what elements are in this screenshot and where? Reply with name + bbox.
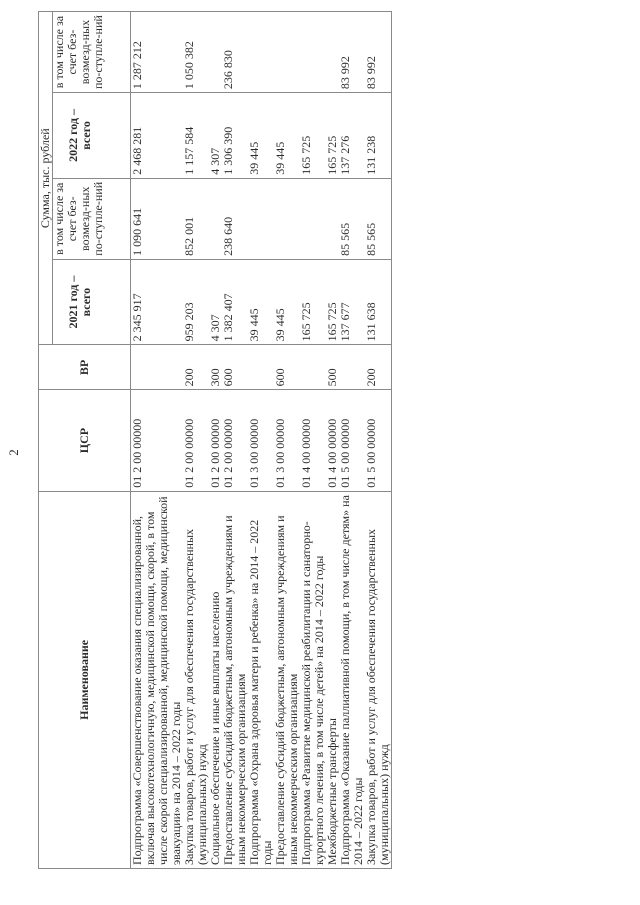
table-row [365,12,392,869]
cell-y2022-free: 83 992 [339,12,365,93]
header-sum-group: Сумма, тыс. рублей [39,12,53,345]
table-row [248,12,274,869]
table-row [339,12,365,869]
cell-y2021-free: 85 565 [365,178,392,259]
cell-vr [300,345,326,390]
cell-y2021-total: 4 307 [209,259,222,345]
cell-vr [131,345,184,390]
cell-y2022-total: 39 445 [248,93,274,179]
cell-y2021-total: 137 677 [339,259,365,345]
cell-csr: 01 4 00 00000 [300,390,326,491]
cell-name: Социальное обеспечение и иные выплаты населению [209,491,222,868]
cell-y2022-total: 165 725 [326,93,339,179]
cell-vr: 300 [209,345,222,390]
cell-name: Предоставление субсидий бюджетным, автономным учреждениям и иным некоммерческим организациям [274,491,300,868]
cell-y2022-total: 2 468 281 [131,93,184,179]
cell-csr: 01 3 00 00000 [248,390,274,491]
header-2022-total: 2022 год – всего [53,93,131,179]
header-name: Наименование [39,491,131,868]
cell-y2021-free: 1 090 641 [131,178,184,259]
cell-y2022-free: 236 830 [222,12,248,93]
cell-csr: 01 2 00 00000 [183,390,209,491]
table-row [131,12,184,869]
cell-y2022-free [274,12,300,93]
cell-y2021-free [248,178,274,259]
cell-csr: 01 4 00 00000 [326,390,339,491]
cell-name: Закупка товаров, работ и услуг для обеспечения государственных (муниципальных) нужд [365,491,392,868]
cell-y2021-total: 39 445 [248,259,274,345]
cell-name: Подпрограмма «Совершенствование оказания специализированной, включая высокотехнологичную, медицинской помощи, скорой, в том числе скорой специализированной, медицинской помощи, медицинской эвакуации» на 2014 – 2022 годы [131,491,184,868]
cell-y2021-total: 131 638 [365,259,392,345]
cell-csr: 01 3 00 00000 [274,390,300,491]
header-vr: ВР [39,345,131,390]
cell-vr [248,345,274,390]
cell-y2021-free: 238 640 [222,178,248,259]
cell-y2022-total: 1 157 584 [183,93,209,179]
cell-y2021-free: 85 565 [339,178,365,259]
cell-y2022-total: 39 445 [274,93,300,179]
cell-y2022-free: 83 992 [365,12,392,93]
cell-csr: 01 2 00 00000 [131,390,184,491]
cell-vr: 500 [326,345,339,390]
header-2021-free: в том числе за счет без-возмезд-ных по-ступле-ний [53,178,131,259]
cell-y2022-total: 4 307 [209,93,222,179]
cell-name: Межбюджетные трансферты [326,491,339,868]
table-row [222,12,248,869]
cell-y2021-total: 165 725 [326,259,339,345]
cell-y2022-total: 137 276 [339,93,365,179]
cell-vr [339,345,365,390]
cell-name: Предоставление субсидий бюджетным, автономным учреждениям и иным некоммерческим организациям [222,491,248,868]
header-2021-total: 2021 год – всего [53,259,131,345]
cell-csr: 01 5 00 00000 [339,390,365,491]
table-row [183,12,209,869]
header-csr: ЦСР [39,390,131,491]
cell-csr: 01 2 00 00000 [209,390,222,491]
cell-y2022-free: 1 287 212 [131,12,184,93]
cell-vr: 200 [365,345,392,390]
cell-vr: 600 [274,345,300,390]
cell-y2021-free [300,178,326,259]
cell-name: Подпрограмма «Оказание паллиативной помощи, в том числе детям» на 2014 – 2022 годы [339,491,365,868]
cell-y2021-total: 2 345 917 [131,259,184,345]
cell-name: Подпрограмма «Развитие медицинской реабилитации и санаторно-курортного лечения, в том числе детей» на 2014 – 2022 годы [300,491,326,868]
cell-y2022-total: 131 238 [365,93,392,179]
header-row-1 [39,12,53,869]
cell-y2021-free [274,178,300,259]
cell-y2022-total: 165 725 [300,93,326,179]
cell-name: Закупка товаров, работ и услуг для обеспечения государственных (муниципальных) нужд [183,491,209,868]
cell-y2021-free: 852 001 [183,178,209,259]
table-body [131,12,392,869]
budget-table [38,11,392,869]
cell-y2021-total: 1 382 407 [222,259,248,345]
cell-vr: 600 [222,345,248,390]
page-number: 2 [6,449,21,456]
cell-y2022-free [300,12,326,93]
cell-csr: 01 5 00 00000 [365,390,392,491]
cell-name: Подпрограмма «Охрана здоровья матери и ребенка» на 2014 – 2022 годы [248,491,274,868]
cell-y2022-free [248,12,274,93]
header-2022-free: в том числе за счет без-возмезд-ных по-ступле-ний [53,12,131,93]
cell-y2021-total: 165 725 [300,259,326,345]
cell-y2022-total: 1 306 390 [222,93,248,179]
table-row [274,12,300,869]
cell-y2021-total: 39 445 [274,259,300,345]
cell-y2021-total: 959 203 [183,259,209,345]
table-row [300,12,326,869]
cell-csr: 01 2 00 00000 [222,390,248,491]
cell-vr: 200 [183,345,209,390]
cell-y2022-free: 1 050 382 [183,12,209,93]
